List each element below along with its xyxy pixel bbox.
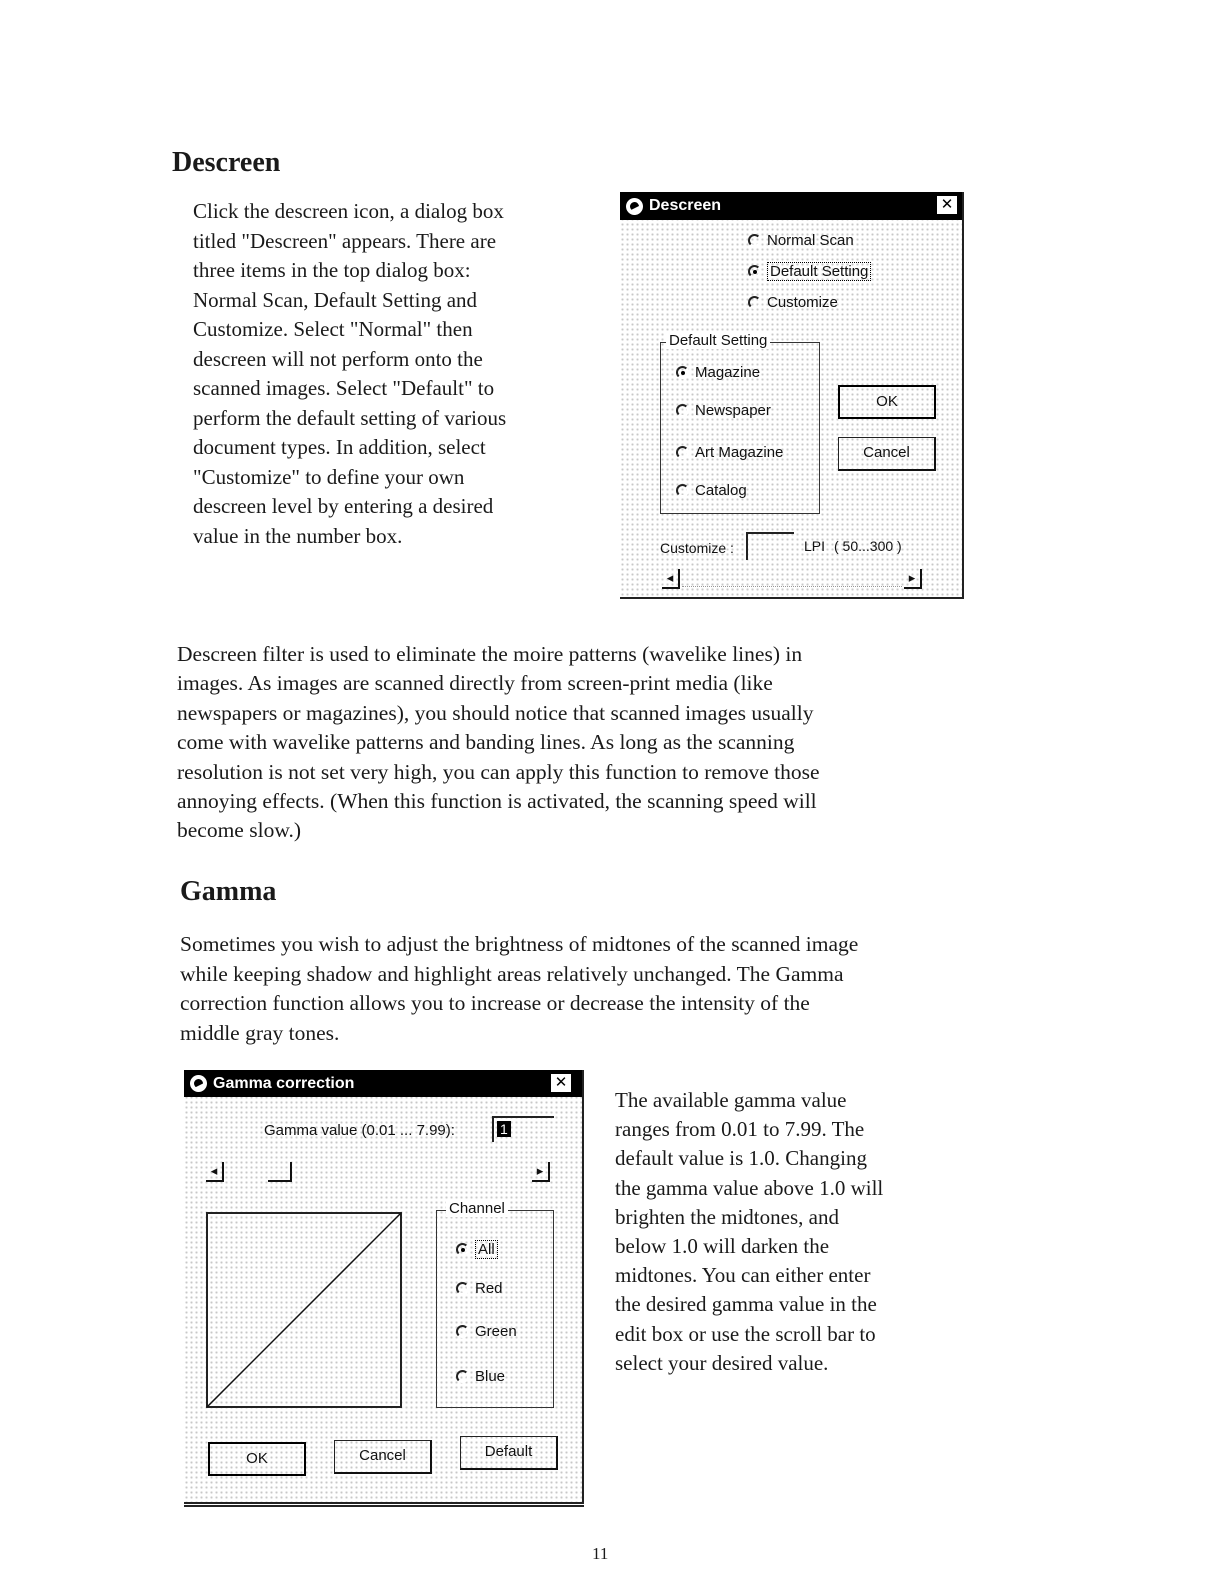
text-line: come with wavelike patterns and banding lines. As long as the scanning [177, 730, 795, 755]
dialog-title: Gamma correction [213, 1074, 355, 1092]
group-label: Default Setting [666, 332, 770, 349]
radio-icon [676, 404, 689, 417]
text-line: annoying effects. (When this function is activated, the scanning speed will [177, 789, 817, 814]
ok-button[interactable]: OK [838, 385, 936, 419]
radio-icon [748, 234, 761, 247]
text-line: perform the default setting of various [193, 405, 507, 430]
customize-label: Customize : [660, 540, 734, 556]
radio-label: Blue [475, 1368, 506, 1385]
text-line: three items in the top dialog box: [193, 258, 471, 282]
text-line: edit box or use the scroll bar to [615, 1321, 876, 1346]
text-line: "Customize" to define your own [193, 464, 465, 489]
radio-label: Customize [767, 294, 838, 311]
channel-label: Channel [446, 1200, 508, 1217]
scroll-right-button[interactable]: ▸ [904, 569, 922, 589]
text-line: The available gamma value [615, 1088, 847, 1112]
cancel-button[interactable]: Cancel [838, 437, 936, 471]
text-line: correction function allows you to increase or decrease the intensity of the [180, 991, 810, 1015]
radio-all[interactable] [456, 1240, 498, 1259]
text-line: default value is 1.0. Changing [615, 1146, 867, 1171]
radio-default-setting[interactable] [748, 262, 871, 281]
app-icon [626, 198, 643, 215]
radio-icon [748, 296, 761, 309]
radio-customize[interactable] [748, 294, 838, 311]
text-line: brighten the midtones, and [615, 1204, 839, 1229]
descreen-body [177, 640, 820, 846]
radio-blue[interactable] [456, 1368, 505, 1385]
gamma-dialog [184, 1070, 584, 1504]
scroll-left-button[interactable]: ◂ [206, 1162, 224, 1182]
radio-label: Green [475, 1323, 517, 1340]
text-line: Sometimes you wish to adjust the brightness of midtones of the scanned image [180, 932, 859, 956]
radio-red[interactable] [456, 1280, 503, 1297]
descreen-dialog [620, 192, 964, 599]
radio-label: Red [475, 1280, 503, 1297]
scroll-thumb[interactable] [268, 1162, 292, 1182]
descreen-heading: Descreen [172, 147, 281, 178]
radio-icon [456, 1325, 469, 1338]
scroll-right-button[interactable]: ▸ [532, 1162, 550, 1182]
dialog-shadow-line [184, 1505, 584, 1507]
text-line: midtones. You can either enter [615, 1263, 871, 1288]
text-line: scanned images. Select "Default" to [193, 376, 495, 400]
gamma-heading: Gamma [180, 876, 277, 907]
cancel-button[interactable]: Cancel [334, 1440, 432, 1474]
radio-label: Art Magazine [695, 444, 784, 461]
radio-icon [676, 484, 689, 497]
radio-label: Newspaper [695, 402, 771, 419]
default-button[interactable]: Default [460, 1436, 558, 1470]
gamma-side-text [615, 1086, 883, 1378]
descreen-intro [193, 197, 506, 551]
radio-icon [456, 1370, 469, 1383]
text-line: the gamma value above 1.0 will [615, 1175, 884, 1200]
gamma-value-label: Gamma value (0.01 ... 7.99): [264, 1122, 455, 1139]
lpi-label: LPI [804, 538, 826, 554]
radio-label: Magazine [695, 364, 761, 381]
text-line: become slow.) [177, 818, 301, 843]
text-line: Click the descreen icon, a dialog box [193, 199, 504, 223]
radio-newspaper[interactable] [676, 402, 771, 419]
radio-selected-icon [748, 265, 761, 278]
scroll-left-button[interactable]: ◂ [662, 569, 680, 589]
gamma-titlebar [184, 1070, 582, 1097]
text-line: document types. In addition, select [193, 435, 486, 459]
lpi-input[interactable] [746, 532, 794, 560]
radio-normal-scan[interactable] [748, 232, 854, 249]
text-line: while keeping shadow and highlight areas relatively unchanged. The Gamma [180, 961, 844, 986]
range-label: ( 50...300 ) [834, 538, 902, 554]
text-line: images. As images are scanned directly from screen-print media (like [177, 671, 773, 696]
radio-label: Catalog [695, 482, 747, 499]
radio-art-magazine[interactable] [676, 444, 783, 461]
text-line: Customize. Select "Normal" then [193, 317, 473, 341]
text-line: select your desired value. [615, 1350, 829, 1375]
radio-label: Normal Scan [767, 232, 854, 249]
radio-icon [456, 1282, 469, 1295]
radio-label: Default Setting [767, 262, 871, 281]
page-number: 11 [592, 1544, 609, 1563]
text-line: newspapers or magazines), you should notice that scanned images usually [177, 700, 814, 725]
text-line: Normal Scan, Default Setting and [193, 287, 478, 312]
text-line: below 1.0 will darken the [615, 1234, 830, 1259]
close-icon[interactable]: ✕ [936, 195, 958, 215]
text-line: descreen level by entering a desired [193, 494, 494, 518]
descreen-titlebar [620, 192, 962, 220]
gamma-curve-graph [206, 1212, 402, 1408]
gamma-value: 1 [497, 1121, 511, 1137]
gamma-intro [180, 930, 858, 1048]
radio-catalog[interactable] [676, 482, 747, 499]
close-icon[interactable]: ✕ [550, 1073, 572, 1093]
app-icon [190, 1075, 207, 1092]
text-line: Descreen filter is used to eliminate the moire patterns (wavelike lines) in [177, 642, 803, 666]
text-line: value in the number box. [193, 523, 403, 548]
radio-selected-icon [676, 366, 689, 379]
text-line: middle gray tones. [180, 1020, 340, 1045]
gamma-curve [207, 1213, 401, 1407]
radio-selected-icon [456, 1243, 469, 1256]
text-line: ranges from 0.01 to 7.99. The [615, 1117, 865, 1142]
radio-green[interactable] [456, 1323, 517, 1340]
radio-label: All [475, 1240, 498, 1259]
text-line: titled "Descreen" appears. There are [193, 228, 497, 253]
gamma-value-input[interactable] [492, 1116, 554, 1142]
text-line: the desired gamma value in the [615, 1292, 877, 1317]
scroll-track[interactable] [682, 586, 902, 588]
radio-icon [676, 446, 689, 459]
text-line: resolution is not set very high, you can apply this function to remove those [177, 759, 820, 784]
ok-button[interactable]: OK [208, 1442, 306, 1476]
dialog-title: Descreen [649, 197, 722, 214]
text-line: descreen will not perform onto the [193, 346, 483, 371]
radio-magazine[interactable] [676, 364, 760, 381]
